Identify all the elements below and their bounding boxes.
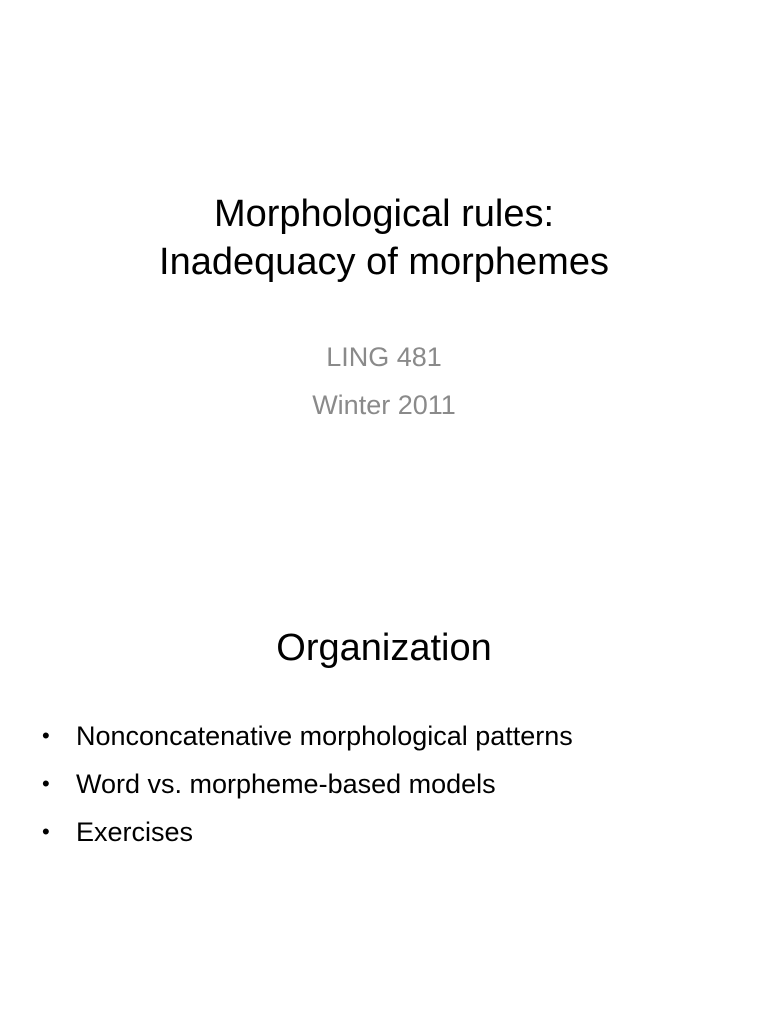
term: Winter 2011 [312,390,456,420]
slide-subtitle [0,333,768,429]
bullet-dot-icon: • [42,723,50,748]
list-item [40,808,573,856]
slide-title [0,190,768,286]
course-code: LING 481 [326,342,442,372]
title-line-2: Inadequacy of morphemes [159,241,609,283]
bullet-dot-icon: • [42,819,50,844]
title-line-1: Morphological rules: [213,193,555,235]
list-item-text: Exercises [76,817,194,847]
slide-title: Organization [276,627,492,669]
organization-slide [0,576,768,1024]
list-item-text: Word vs. morpheme-based models [76,769,496,799]
list-item-text: Nonconcatenative morphological patterns [76,721,573,751]
bullet-dot-icon: • [42,771,50,796]
list-item [40,712,573,760]
bullet-list [40,712,573,856]
list-item [40,760,573,808]
